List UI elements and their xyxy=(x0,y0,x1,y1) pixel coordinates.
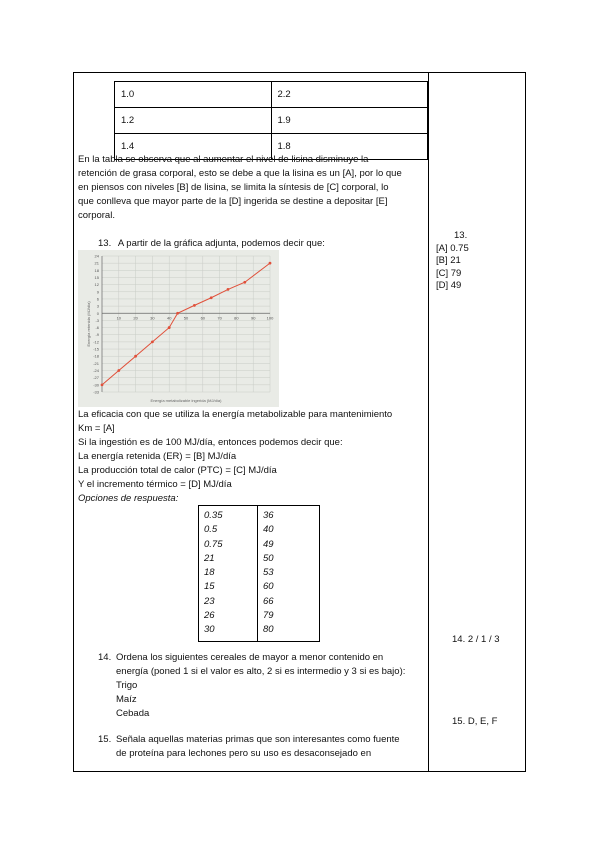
energy-chart-svg xyxy=(78,250,279,407)
x-tick-label: 20 xyxy=(133,315,138,321)
y-tick-label: 0 xyxy=(96,310,99,316)
y-tick-label: 18 xyxy=(94,267,99,273)
paragraph-line: que conlleva que mayor parte de la [D] ingerida se destine a depositar [E] xyxy=(78,196,388,207)
option-cell: 53 xyxy=(258,566,320,580)
y-tick-label: 6 xyxy=(96,296,99,302)
data-point xyxy=(134,355,137,358)
data-point xyxy=(227,288,230,291)
table-row xyxy=(199,595,320,609)
energy-chart xyxy=(78,250,279,407)
y-tick-label: -18 xyxy=(93,353,99,359)
y-tick-label: -21 xyxy=(93,360,99,366)
y-tick-label: -27 xyxy=(93,375,99,381)
table-row xyxy=(199,506,320,524)
table-row xyxy=(199,538,320,552)
x-tick-label: 70 xyxy=(217,315,222,321)
q12-paragraph xyxy=(78,153,423,223)
paragraph-line: En la tabla se observa que al aumentar el nivel de lisina disminuye la xyxy=(78,154,369,165)
option-cell: 0.35 xyxy=(199,506,258,524)
data-point xyxy=(151,340,154,343)
y-tick-label: 24 xyxy=(94,253,99,259)
q15-body xyxy=(116,733,426,761)
q15-number: 15. xyxy=(98,734,112,745)
answer-line: [B] 21 xyxy=(436,255,461,266)
option-cell: 26 xyxy=(199,609,258,623)
y-tick-label: 3 xyxy=(96,303,99,309)
table-row xyxy=(115,108,428,134)
data-point xyxy=(243,281,246,284)
table-row xyxy=(199,623,320,641)
option-cell: 15 xyxy=(199,580,258,594)
answer-number: 13. xyxy=(454,230,468,241)
x-tick-label: 30 xyxy=(150,315,155,321)
option-cell: 60 xyxy=(258,580,320,594)
x-tick-label: 40 xyxy=(166,315,172,321)
answer-line: [D] 49 xyxy=(436,280,462,291)
y-tick-label: -15 xyxy=(93,346,99,352)
y-tick-label: 9 xyxy=(96,289,99,295)
option-cell: 40 xyxy=(258,523,320,537)
answer-14: 14. 2 / 1 / 3 xyxy=(452,634,500,645)
answer-13 xyxy=(436,230,469,293)
question-text: A partir de la gráfica adjunta, podemos decir que: xyxy=(117,238,325,249)
body-line: La eficacia con que se utiliza la energía metabolizable para mantenimiento xyxy=(78,409,393,420)
body-line: La producción total de calor (PTC) = [C] MJ/día xyxy=(78,465,277,476)
q14-body xyxy=(116,651,426,721)
x-tick-label: 80 xyxy=(234,315,239,321)
table-row xyxy=(199,580,320,594)
body-line: Km = [A] xyxy=(78,423,115,434)
option-cell: 23 xyxy=(199,595,258,609)
data-point xyxy=(168,326,171,329)
option-cell: 36 xyxy=(258,506,320,524)
q14-number: 14. xyxy=(98,652,112,663)
x-axis-label: Energía metabolizable ingerida (MJ/día) xyxy=(150,398,222,403)
x-tick-label: 10 xyxy=(116,315,122,321)
option-cell: 0.5 xyxy=(199,523,258,537)
y-tick-label: -30 xyxy=(93,382,99,388)
paragraph-line: retención de grasa corporal, esto se debe a que la lisina es un [A], por lo que xyxy=(78,168,402,179)
answer-line: [A] 0.75 xyxy=(436,242,469,254)
table-row xyxy=(199,523,320,537)
q13-heading xyxy=(98,237,325,251)
data-point xyxy=(193,304,196,307)
table-row xyxy=(199,609,320,623)
data-point xyxy=(269,262,272,265)
y-tick-label: 21 xyxy=(94,260,99,266)
data-point xyxy=(210,296,213,299)
y-tick-label: -33 xyxy=(93,389,99,395)
table-cell: 1.2 xyxy=(115,108,272,134)
y-tick-label: -9 xyxy=(95,332,99,338)
option-cell: 49 xyxy=(258,538,320,552)
answer-line: [C] 79 xyxy=(436,267,462,279)
question-number: 13. xyxy=(98,238,112,249)
table-cell: 1.0 xyxy=(115,82,272,108)
paragraph-line: corporal. xyxy=(78,210,115,221)
lysine-table xyxy=(114,81,428,160)
option-cell: 66 xyxy=(258,595,320,609)
x-tick-label: 50 xyxy=(183,315,189,321)
x-tick-label: 60 xyxy=(200,315,206,321)
paragraph-line: en piensos con niveles [B] de lisina, se limita la síntesis de [C] corporal, lo xyxy=(78,182,389,193)
option-cell: 50 xyxy=(258,552,320,566)
body-line: La energía retenida (ER) = [B] MJ/día xyxy=(78,451,237,462)
body-line: Si la ingestión es de 100 MJ/día, entonces podemos decir que: xyxy=(78,437,343,448)
option-cell: 21 xyxy=(199,552,258,566)
body-line: Señala aquellas materias primas que son interesantes como fuente xyxy=(116,734,400,745)
data-point xyxy=(101,383,104,386)
x-tick-label: 90 xyxy=(250,315,256,321)
data-point xyxy=(176,312,179,315)
option-cell: 18 xyxy=(199,566,258,580)
y-tick-label: 12 xyxy=(94,282,99,288)
column-divider xyxy=(428,72,429,772)
y-tick-label: -12 xyxy=(93,339,99,345)
body-line: de proteína para lechones pero su uso es desaconsejado en xyxy=(116,748,372,759)
q13-body xyxy=(78,408,423,506)
data-point xyxy=(117,369,120,372)
table-cell: 1.8 xyxy=(271,134,428,160)
option-cell: 0.75 xyxy=(199,538,258,552)
answer-15: 15. D, E, F xyxy=(452,716,498,727)
body-line: Ordena los siguientes cereales de mayor a menor contenido en xyxy=(116,652,384,663)
x-tick-label: 100 xyxy=(266,315,274,321)
option-cell: 80 xyxy=(258,623,320,641)
list-item: Trigo xyxy=(116,680,138,691)
table-row xyxy=(199,552,320,566)
option-cell: 30 xyxy=(199,623,258,641)
options-label: Opciones de respuesta: xyxy=(78,493,179,504)
y-tick-label: -24 xyxy=(93,368,99,374)
y-tick-label: -6 xyxy=(95,325,99,331)
table-row xyxy=(115,82,428,108)
y-axis-label: Energía retenida (MJ/día) xyxy=(86,301,91,347)
list-item: Cebada xyxy=(116,708,150,719)
body-line: Y el incremento térmico = [D] MJ/día xyxy=(78,479,232,490)
table-row xyxy=(199,566,320,580)
table-cell: 1.4 xyxy=(115,134,272,160)
table-cell: 2.2 xyxy=(271,82,428,108)
table-cell: 1.9 xyxy=(271,108,428,134)
option-cell: 79 xyxy=(258,609,320,623)
y-tick-label: -3 xyxy=(95,317,99,323)
body-line: energía (poned 1 si el valor es alto, 2 si es intermedio y 3 si es bajo): xyxy=(116,666,406,677)
list-item: Maíz xyxy=(116,694,137,705)
answer-options-table xyxy=(198,505,320,642)
y-tick-label: 15 xyxy=(94,274,99,280)
